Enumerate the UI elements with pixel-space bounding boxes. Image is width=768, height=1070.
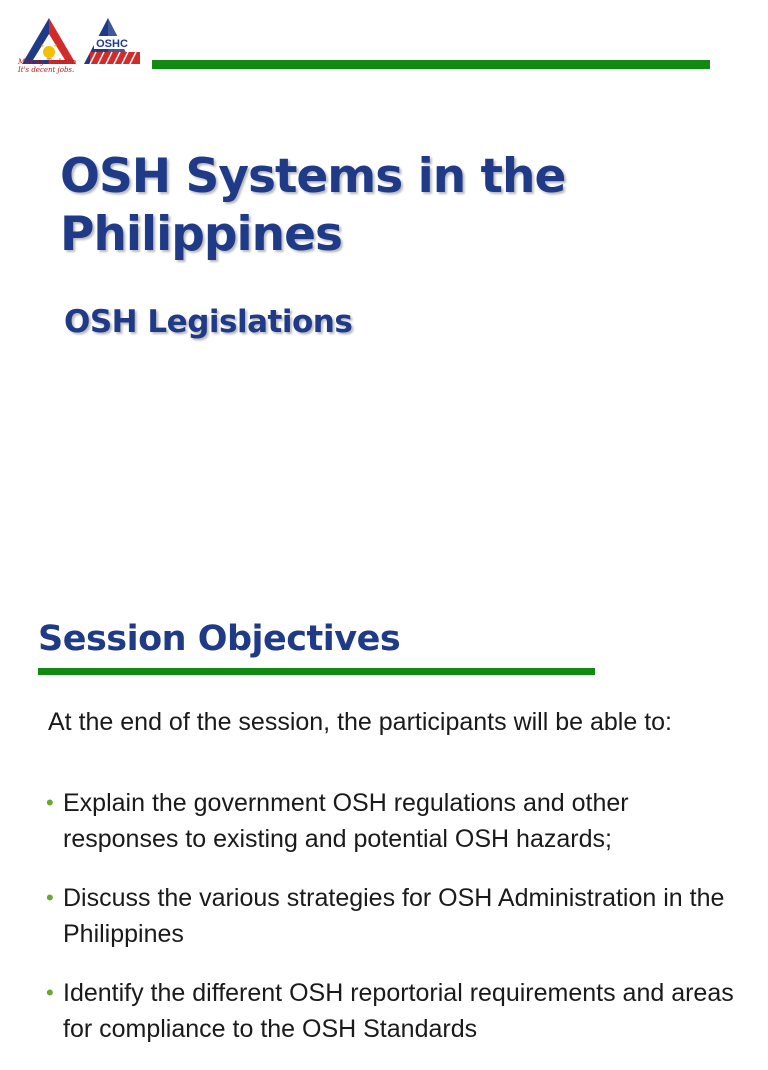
objectives-slide (0, 580, 768, 1043)
dole-tagline (18, 58, 80, 74)
list-item-text: Identify the different OSH reportorial requirements and areas for compliance to the OSH Standards (63, 979, 734, 1043)
bullet-dot-icon: • (46, 980, 54, 1005)
objectives-intro: At the end of the session, the participants will be able to: (48, 708, 672, 736)
list-item-text: Discuss the various strategies for OSH Administration in the Philippines (63, 884, 725, 948)
objectives-list (46, 785, 736, 1070)
slide-title (60, 148, 700, 264)
dole-tagline-line2: It's decent jobs. (18, 66, 75, 74)
oshc-logo-icon (82, 16, 140, 70)
list-item (46, 880, 736, 952)
slide-title-line1: OSH Systems in the (60, 149, 566, 204)
oshc-logo-text: OSHC (96, 38, 128, 50)
bullet-dot-icon: • (46, 790, 54, 815)
objectives-title: Session Objectives (38, 619, 401, 659)
list-item-text: Explain the government OSH regulations and other responses to existing and potential OSH hazards; (63, 789, 629, 853)
slide-title-line2: Philippines (60, 207, 342, 262)
slide-subtitle: OSH Legislations (64, 304, 353, 340)
objectives-rule (38, 668, 595, 675)
bullet-dot-icon: • (46, 885, 54, 910)
header-rule (152, 60, 710, 69)
dole-tagline-line1: Mas ng Trabaho (18, 58, 76, 66)
list-item (46, 785, 736, 857)
list-item (46, 975, 736, 1047)
